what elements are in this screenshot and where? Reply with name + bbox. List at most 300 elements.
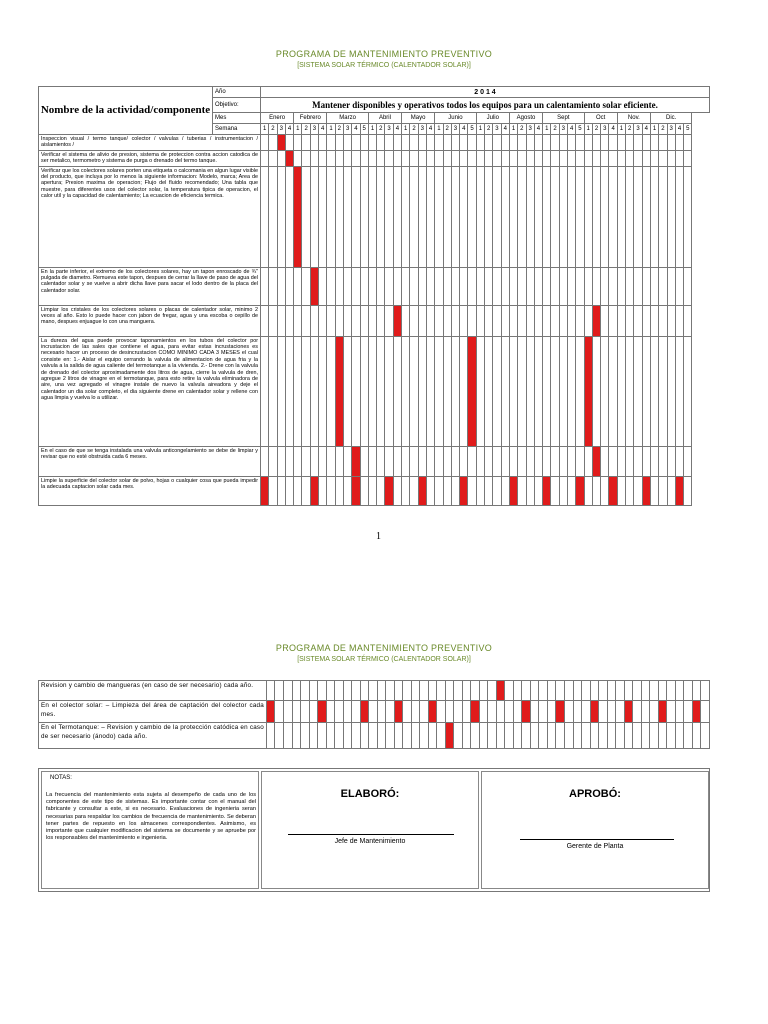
week-cell	[302, 267, 310, 305]
week-cell	[385, 267, 393, 305]
week-cell	[343, 476, 351, 505]
scheduled-week-cell	[445, 723, 454, 749]
week-cell	[352, 701, 361, 723]
week-number: 1	[476, 124, 484, 135]
week-cell	[667, 305, 675, 336]
week-cell	[319, 476, 327, 505]
week-cell	[285, 446, 293, 476]
week-number: 2	[377, 124, 385, 135]
week-cell	[476, 267, 484, 305]
week-cell	[402, 267, 410, 305]
week-cell	[667, 476, 675, 505]
week-cell	[488, 723, 497, 749]
week-cell	[335, 723, 344, 749]
week-cell	[501, 150, 509, 166]
scheduled-week-cell	[592, 305, 600, 336]
week-cell	[675, 166, 683, 267]
week-cell	[402, 305, 410, 336]
week-cell	[385, 446, 393, 476]
week-cell	[468, 446, 476, 476]
week-cell	[266, 723, 275, 749]
week-cell	[567, 305, 575, 336]
week-cell	[269, 267, 277, 305]
week-cell	[294, 476, 302, 505]
week-cell	[485, 305, 493, 336]
week-cell	[326, 723, 335, 749]
week-cell	[551, 150, 559, 166]
scheduled-week-cell	[394, 701, 403, 723]
week-number: 4	[501, 124, 509, 135]
week-cell	[318, 723, 327, 749]
activity-row	[39, 476, 710, 505]
week-cell	[658, 681, 667, 701]
week-cell	[607, 681, 616, 701]
week-cell	[675, 701, 684, 723]
objective-label: Objetivo:	[213, 98, 261, 113]
week-cell	[642, 135, 650, 151]
week-cell	[559, 446, 567, 476]
week-cell	[385, 166, 393, 267]
week-cell	[277, 446, 285, 476]
week-cell	[567, 336, 575, 446]
week-cell	[301, 701, 310, 723]
week-cell	[650, 305, 658, 336]
week-cell	[659, 166, 667, 267]
week-cell	[418, 336, 426, 446]
month-header: Junio	[435, 113, 476, 124]
week-cell	[426, 150, 434, 166]
week-cell	[539, 723, 548, 749]
scheduled-week-cell	[277, 135, 285, 151]
week-cell	[650, 701, 659, 723]
week-cell	[526, 476, 534, 505]
week-cell	[294, 135, 302, 151]
week-cell	[302, 135, 310, 151]
week-cell	[283, 701, 292, 723]
notes-box	[41, 771, 259, 889]
scheduled-week-cell	[335, 336, 343, 446]
week-cell	[426, 336, 434, 446]
week-cell	[684, 701, 693, 723]
week-cell	[551, 166, 559, 267]
week-cell	[551, 267, 559, 305]
week-cell	[592, 476, 600, 505]
week-cell	[633, 701, 642, 723]
week-cell	[326, 701, 335, 723]
week-cell	[462, 723, 471, 749]
week-cell	[294, 305, 302, 336]
week-cell	[269, 166, 277, 267]
week-cell	[551, 446, 559, 476]
week-cell	[642, 336, 650, 446]
week-cell	[460, 446, 468, 476]
week-cell	[420, 701, 429, 723]
week-cell	[368, 476, 376, 505]
week-cell	[485, 166, 493, 267]
week-cell	[476, 166, 484, 267]
week-number: 1	[509, 124, 517, 135]
week-cell	[377, 701, 386, 723]
week-cell	[675, 135, 683, 151]
week-cell	[327, 446, 335, 476]
week-cell	[386, 681, 395, 701]
week-cell	[428, 723, 437, 749]
week-cell	[360, 135, 368, 151]
week-number: 4	[426, 124, 434, 135]
week-cell	[377, 446, 385, 476]
week-cell	[650, 681, 659, 701]
week-cell	[534, 135, 542, 151]
week-cell	[335, 681, 344, 701]
week-cell	[534, 267, 542, 305]
week-cell	[485, 476, 493, 505]
week-cell	[701, 723, 710, 749]
week-cell	[343, 701, 352, 723]
week-cell	[582, 723, 591, 749]
week-cell	[617, 336, 625, 446]
week-cell	[292, 681, 301, 701]
week-cell	[617, 135, 625, 151]
week-cell	[592, 135, 600, 151]
week-cell	[573, 701, 582, 723]
page2-title: PROGRAMA DE MANTENIMIENTO PREVENTIVO	[275, 643, 493, 653]
week-cell	[261, 267, 269, 305]
week-cell	[435, 135, 443, 151]
week-cell	[402, 135, 410, 151]
week-cell	[445, 681, 454, 701]
week-cell	[269, 336, 277, 446]
week-cell	[501, 166, 509, 267]
week-cell	[369, 701, 378, 723]
week-cell	[261, 446, 269, 476]
week-cell	[485, 267, 493, 305]
week-cell	[343, 305, 351, 336]
week-cell	[327, 476, 335, 505]
aprobo-role: Gerente de Planta	[566, 843, 624, 850]
week-cell	[360, 166, 368, 267]
week-cell	[576, 267, 584, 305]
week-cell	[443, 267, 451, 305]
week-cell	[468, 267, 476, 305]
week-cell	[460, 267, 468, 305]
week-number: 4	[352, 124, 360, 135]
week-cell	[485, 150, 493, 166]
activity-description: Limpiar los cristales de los colectores solares o placas de calentador solar, minimo 2 veces al año. Esto lo puede hacer con jabon de fregar, agua y una escoba o cepillo de mano, despues enjuague lo con una manguera.	[39, 305, 261, 336]
week-cell	[385, 305, 393, 336]
week-cell	[327, 135, 335, 151]
week-cell	[410, 135, 418, 151]
scheduled-week-cell	[642, 476, 650, 505]
activity-row	[39, 681, 710, 701]
week-number: 2	[485, 124, 493, 135]
week-cell	[493, 267, 501, 305]
week-cell	[543, 446, 551, 476]
week-cell	[269, 476, 277, 505]
week-cell	[285, 135, 293, 151]
page-title: PROGRAMA DE MANTENIMIENTO PREVENTIVO	[275, 49, 493, 59]
week-cell	[437, 723, 446, 749]
week-cell	[410, 476, 418, 505]
elaboro-box	[261, 771, 479, 889]
week-cell	[269, 135, 277, 151]
week-cell	[277, 150, 285, 166]
week-cell	[551, 476, 559, 505]
week-cell	[576, 135, 584, 151]
week-cell	[385, 150, 393, 166]
week-cell	[454, 723, 463, 749]
week-cell	[684, 681, 693, 701]
week-cell	[642, 166, 650, 267]
week-cell	[518, 166, 526, 267]
week-cell	[559, 135, 567, 151]
week-cell	[327, 305, 335, 336]
week-cell	[493, 135, 501, 151]
week-cell	[368, 150, 376, 166]
week-cell	[277, 267, 285, 305]
week-cell	[551, 336, 559, 446]
week-cell	[426, 446, 434, 476]
week-cell	[601, 135, 609, 151]
week-cell	[420, 723, 429, 749]
week-cell	[567, 166, 575, 267]
week-cell	[460, 150, 468, 166]
month-header: Febrero	[294, 113, 327, 124]
week-number: 4	[642, 124, 650, 135]
week-cell	[309, 701, 318, 723]
week-number: 2	[269, 124, 277, 135]
scheduled-week-cell	[266, 701, 275, 723]
week-cell	[426, 476, 434, 505]
activity-description: En la parte inferior, el extremo de los colectores solares, hay un tapon enroscado de ¾" pulgada de diametro. Remueva este tapon, despues de cerrar la llave de paso de agua del calentador solar y se vuelve a abrir dicha llave para sacar el lodo dentro de la placa del calentador solar.	[39, 267, 261, 305]
week-cell	[310, 135, 318, 151]
week-cell	[493, 476, 501, 505]
week-cell	[343, 446, 351, 476]
week-cell	[488, 701, 497, 723]
week-cell	[617, 305, 625, 336]
week-cell	[493, 305, 501, 336]
objective-value: Mantener disponibles y operativos todos los equipos para un calentamiento solar eficiente.	[261, 98, 710, 113]
week-cell	[675, 446, 683, 476]
week-cell	[435, 446, 443, 476]
scheduled-week-cell	[418, 476, 426, 505]
activity-description: La dureza del agua puede provocar taponamientos en los tubos del colector por incrustacion de las sales que contiene el agua, para evitar estas incrustaciones es necesario hacer un proceso de desincrustacion COMO MINIMO CADA 3 MESES el cual consiste en: 1.- Aislar el equipo cerrando la valvula de alimentacion de agua fria y la valvula a la salida de agua caliente del termotanque a la vivienda. 2.- Drene con la valvula de drenado del colector aproximadamente dos litros de agua, cierre la valvula de dren, agregue 2 litros de vinagre en el termotanque, para esto retire la valvula eliminadora de aire, una vez agregado el vinagre instale de nuevo la valvula aireadora y deje el calentador un dia solar completo, el dia siguiente drene en calentador solar y rellene con agua limpia y vuelva lo a utilizar.	[39, 336, 261, 446]
week-cell	[377, 150, 385, 166]
week-cell	[418, 166, 426, 267]
week-cell	[641, 723, 650, 749]
week-number: 4	[534, 124, 542, 135]
week-cell	[319, 267, 327, 305]
week-cell	[642, 305, 650, 336]
week-cell	[526, 336, 534, 446]
week-cell	[393, 166, 401, 267]
week-cell	[526, 446, 534, 476]
scheduled-week-cell	[310, 267, 318, 305]
activity-row	[39, 267, 710, 305]
week-cell	[701, 701, 710, 723]
week-cell	[642, 150, 650, 166]
week-cell	[292, 701, 301, 723]
week-cell	[319, 166, 327, 267]
week-cell	[513, 723, 522, 749]
week-cell	[319, 305, 327, 336]
week-cell	[460, 305, 468, 336]
week-cell	[443, 135, 451, 151]
week-cell	[443, 446, 451, 476]
week-cell	[368, 305, 376, 336]
week-cell	[675, 336, 683, 446]
week-cell	[659, 305, 667, 336]
week-cell	[352, 723, 361, 749]
week-cell	[567, 150, 575, 166]
week-cell	[261, 135, 269, 151]
week-cell	[437, 701, 446, 723]
week-cell	[590, 723, 599, 749]
scheduled-week-cell	[584, 336, 592, 446]
activity-row	[39, 150, 710, 166]
week-cell	[393, 150, 401, 166]
week-cell	[343, 336, 351, 446]
week-cell	[573, 723, 582, 749]
week-cell	[451, 446, 459, 476]
week-cell	[633, 681, 642, 701]
scheduled-week-cell	[624, 701, 633, 723]
week-cell	[418, 446, 426, 476]
week-cell	[369, 723, 378, 749]
week-cell	[534, 150, 542, 166]
activity-description: En el Termotanque: – Revision y cambio de la protección catódica en caso de ser necesario (ánodo) cada año.	[39, 723, 267, 749]
notes-text: La frecuencia del mantenimiento esta sujeta al desempeño de cada uno de los componentes de este tipo de sistemas. Es importante contar con el manual del fabricante y consultar a este, si es necesario. Evaluaciones de ingenieria seran necesarias para respaldar los cambios de frecuencia de mantenimiento. Se deberan tener partes de repuesto en los almacenes correspondientes. Asimismo, es importante que cualquier modificacion del sistema se documente y se apruebe por los responsables del mantenimiento e ingenieria.	[46, 792, 256, 842]
week-cell	[360, 150, 368, 166]
week-cell	[601, 267, 609, 305]
week-cell	[309, 681, 318, 701]
week-cell	[543, 135, 551, 151]
week-cell	[360, 305, 368, 336]
week-cell	[641, 681, 650, 701]
week-cell	[650, 267, 658, 305]
week-cell	[534, 476, 542, 505]
week-cell	[509, 267, 517, 305]
week-cell	[624, 723, 633, 749]
week-cell	[335, 135, 343, 151]
week-cell	[269, 305, 277, 336]
week-cell	[505, 681, 514, 701]
week-cell	[476, 336, 484, 446]
activity-description: En el colector solar: – Limpieza del área de captación del colector cada mes.	[39, 701, 267, 723]
scheduled-week-cell	[543, 476, 551, 505]
week-cell	[493, 336, 501, 446]
week-cell	[368, 166, 376, 267]
week-cell	[476, 446, 484, 476]
page-subtitle: [SISTEMA SOLAR TÉRMICO (CALENTADOR SOLAR)]	[297, 62, 471, 69]
week-cell	[601, 150, 609, 166]
maintenance-schedule-table-continued	[38, 680, 710, 749]
week-cell	[403, 681, 412, 701]
week-number: 1	[543, 124, 551, 135]
week-number: 3	[634, 124, 642, 135]
week-cell	[410, 150, 418, 166]
week-cell	[275, 681, 284, 701]
week-cell	[634, 336, 642, 446]
month-label: Mes	[213, 113, 261, 124]
week-cell	[377, 336, 385, 446]
week-cell	[327, 166, 335, 267]
week-cell	[626, 267, 634, 305]
week-cell	[443, 166, 451, 267]
week-cell	[493, 446, 501, 476]
week-cell	[559, 150, 567, 166]
week-cell	[411, 681, 420, 701]
week-cell	[534, 446, 542, 476]
week-cell	[460, 336, 468, 446]
week-cell	[592, 166, 600, 267]
week-cell	[559, 166, 567, 267]
week-cell	[609, 166, 617, 267]
week-number: 5	[360, 124, 368, 135]
week-number: 4	[675, 124, 683, 135]
week-cell	[352, 681, 361, 701]
week-cell	[377, 166, 385, 267]
week-number: 4	[460, 124, 468, 135]
week-cell	[402, 476, 410, 505]
week-number: 5	[576, 124, 584, 135]
activity-description: Revision y cambio de mangueras (en caso de ser necesario) cada año.	[39, 681, 267, 701]
week-cell	[468, 305, 476, 336]
activity-description: Limpie la superficie del colector solar de polvo, hojas o cualquier cosa que pueda impedir la adecuada captacion solar cada mes.	[39, 476, 261, 505]
week-cell	[277, 336, 285, 446]
week-cell	[584, 135, 592, 151]
week-cell	[426, 305, 434, 336]
week-cell	[505, 701, 514, 723]
week-cell	[411, 723, 420, 749]
week-cell	[454, 701, 463, 723]
week-cell	[443, 476, 451, 505]
week-cell	[294, 267, 302, 305]
week-cell	[543, 166, 551, 267]
week-number: 2	[626, 124, 634, 135]
week-cell	[462, 681, 471, 701]
activity-name-header: Nombre de la actividad/componente	[39, 87, 213, 135]
month-header: Mayo	[402, 113, 435, 124]
week-cell	[609, 267, 617, 305]
week-cell	[642, 267, 650, 305]
week-cell	[518, 305, 526, 336]
month-header: Abril	[368, 113, 401, 124]
week-cell	[650, 166, 658, 267]
week-number: 5	[684, 124, 692, 135]
week-cell	[543, 150, 551, 166]
week-cell	[509, 446, 517, 476]
week-cell	[617, 166, 625, 267]
week-cell	[269, 446, 277, 476]
scheduled-week-cell	[692, 701, 701, 723]
week-cell	[343, 681, 352, 701]
scheduled-week-cell	[609, 476, 617, 505]
week-number: 4	[319, 124, 327, 135]
week-cell	[410, 305, 418, 336]
week-cell	[616, 681, 625, 701]
week-cell	[601, 446, 609, 476]
week-cell	[609, 446, 617, 476]
week-cell	[547, 701, 556, 723]
week-cell	[617, 476, 625, 505]
week-cell	[607, 701, 616, 723]
week-cell	[393, 267, 401, 305]
week-cell	[377, 476, 385, 505]
week-cell	[601, 305, 609, 336]
week-cell	[335, 701, 344, 723]
week-cell	[509, 336, 517, 446]
week-cell	[277, 305, 285, 336]
